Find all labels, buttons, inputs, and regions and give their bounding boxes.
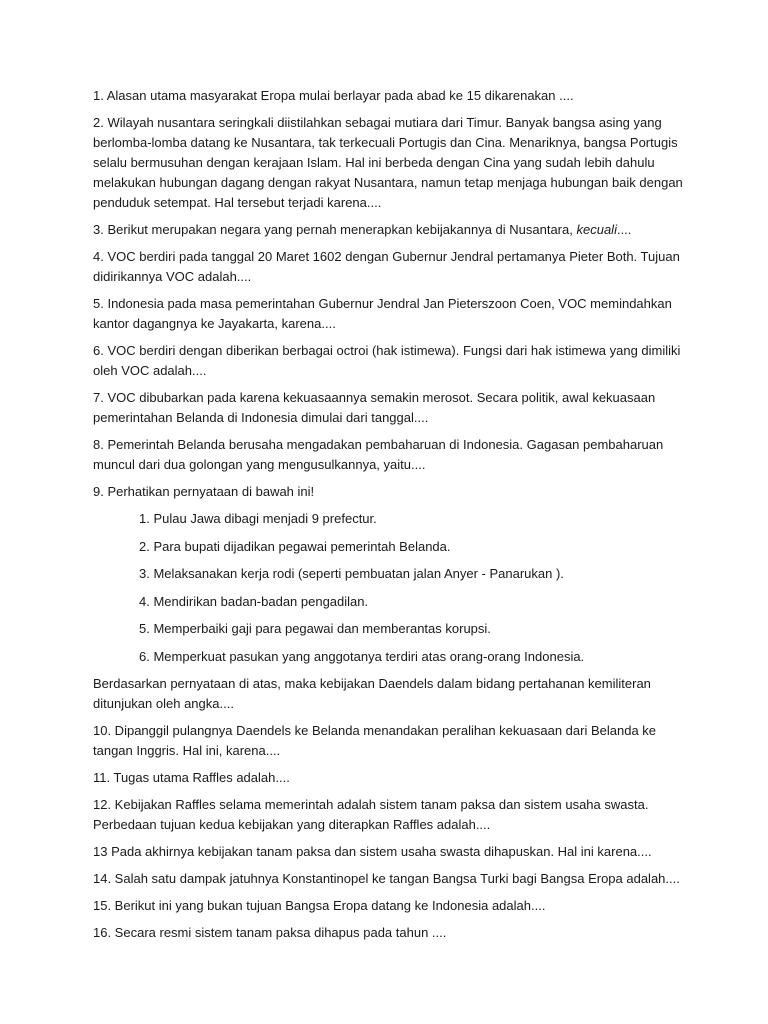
statement-item: 1. Pulau Jawa dibagi menjadi 9 prefectur.: [139, 511, 377, 526]
statement-item: 2. Para bupati dijadikan pegawai pemerintah Belanda.: [139, 538, 451, 554]
question-3: [93, 220, 683, 240]
question-16: 16. Secara resmi sistem tanam paksa dihapus pada tahun ....: [93, 925, 447, 940]
question-10: 10. Dipanggil pulangnya Daendels ke Belanda menandakan peralihan kekuasaan dari Belanda ke tangan Inggris. Hal ini, karena....: [93, 723, 657, 758]
question-1: 1. Alasan utama masyarakat Eropa mulai berlayar pada abad ke 15 dikarenakan ....: [93, 88, 574, 103]
question-3-italic: kecuali: [576, 222, 617, 237]
statement-list: [93, 509, 683, 667]
question-5: 5. Indonesia pada masa pemerintahan Gubernur Jendral Jan Pieterszoon Coen, VOC memindahkan kantor dagangnya ke Jayakarta, karena....: [93, 296, 672, 331]
question-3-ellipsis: ....: [616, 222, 632, 237]
question-6: 6. VOC berdiri dengan diberikan berbagai octroi (hak istimewa). Fungsi dari hak istimewa yang dimiliki oleh VOC adalah....: [93, 343, 681, 378]
statement-item: 6. Memperkuat pasukan yang anggotanya terdiri atas orang-orang Indonesia.: [139, 648, 585, 664]
question-9: 9. Perhatikan pernyataan di bawah ini!: [93, 484, 315, 499]
question-3-text: 3. Berikut merupakan negara yang pernah menerapkan kebijakannya di Nusantara,: [93, 222, 577, 237]
question-2: 2. Wilayah nusantara seringkali diistilahkan sebagai mutiara dari Timur. Banyak bangsa asing yang berlomba-lomba datang ke Nusantara, tak terkecuali Portugis dan Cina. Menariknya, bangsa Portugis selalu bermusuhan dengan kerajaan Islam. Hal ini berbeda dengan Cina yang sudah lebih dahulu melakukan hubungan dagang dengan rakyat Nusantara, namun tetap menjaga hubungan baik dengan penduduk setempat. Hal tersebut terjadi karena....: [93, 115, 683, 210]
document-page: [93, 86, 683, 950]
statement-item: 3. Melaksanakan kerja rodi (seperti pembuatan jalan Anyer - Panarukan ).: [139, 566, 564, 581]
question-14: 14. Salah satu dampak jatuhnya Konstantinopel ke tangan Bangsa Turki bagi Bangsa Eropa adalah....: [93, 871, 680, 886]
question-7: 7. VOC dibubarkan pada karena kekuasaannya semakin merosot. Secara politik, awal kekuasaan pemerintahan Belanda di Indonesia dimulai dari tanggal....: [93, 390, 656, 425]
statement-followup: Berdasarkan pernyataan di atas, maka kebijakan Daendels dalam bidang pertahanan kemiliteran ditunjukan oleh angka....: [93, 676, 651, 711]
question-15: 15. Berikut ini yang bukan tujuan Bangsa Eropa datang ke Indonesia adalah....: [93, 898, 546, 913]
question-8: 8. Pemerintah Belanda berusaha mengadakan pembaharuan di Indonesia. Gagasan pembaharuan muncul dari dua golongan yang mengusulkannya, yaitu....: [93, 437, 664, 472]
statement-item: 4. Mendirikan badan-badan pengadilan.: [139, 593, 369, 609]
statement-item: 5. Memperbaiki gaji para pegawai dan memberantas korupsi.: [139, 621, 491, 636]
question-12: 12. Kebijakan Raffles selama memerintah adalah sistem tanam paksa dan sistem usaha swasta. Perbedaan tujuan kedua kebijakan yang diterapkan Raffles adalah....: [93, 797, 649, 832]
question-11: 11. Tugas utama Raffles adalah....: [93, 770, 290, 785]
question-4: 4. VOC berdiri pada tanggal 20 Maret 1602 dengan Gubernur Jendral pertamanya Pieter Both. Tujuan didirikannya VOC adalah....: [93, 249, 680, 284]
question-13: 13 Pada akhirnya kebijakan tanam paksa dan sistem usaha swasta dihapuskan. Hal ini karena....: [93, 844, 652, 859]
